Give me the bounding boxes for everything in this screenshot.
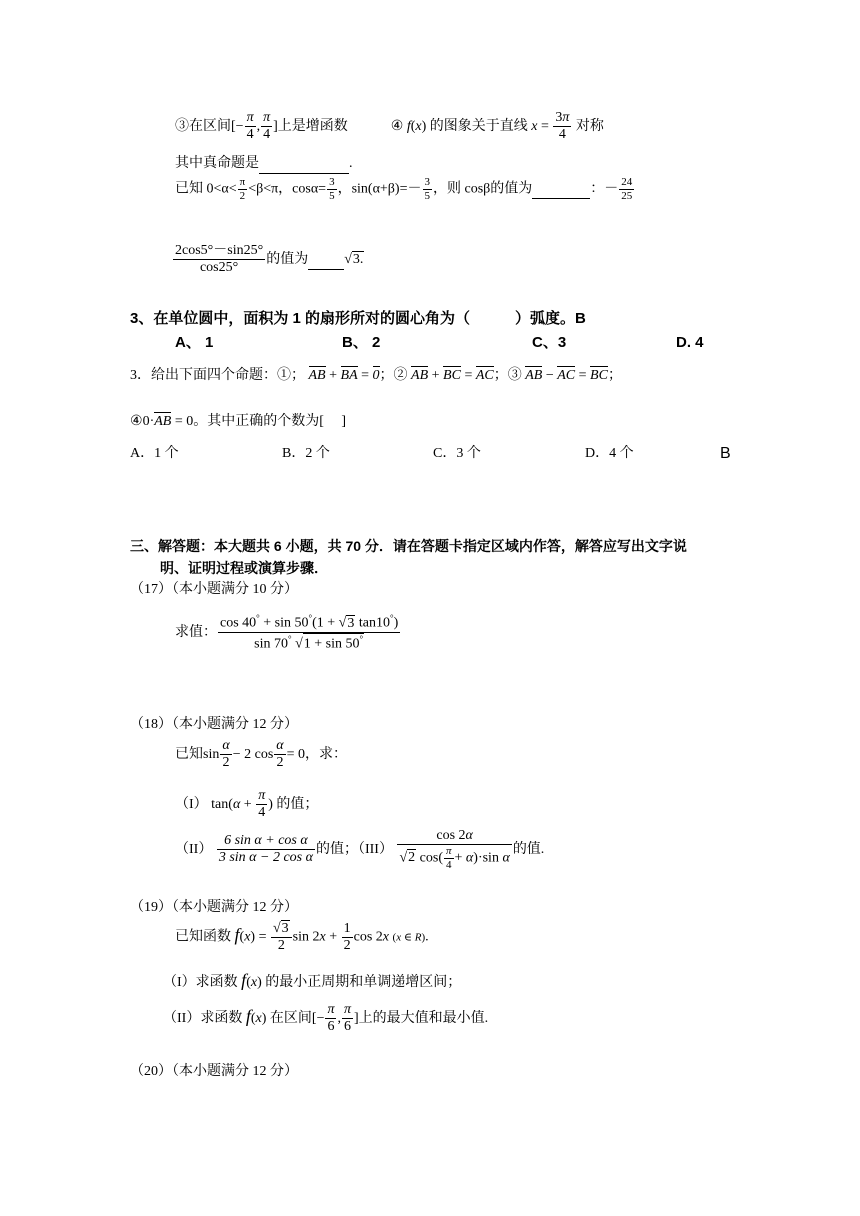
proposition-3-4-line: ③在区间[− $\frac{\pi}{4}$ , $\frac{\pi}{4}$ ]上是增函数 ④ f(x) 的图象关于直线 x = $\frac{3\pi}{4}$ 对称	[175, 110, 604, 143]
answer-blank[interactable]	[532, 181, 590, 199]
q19-header: （19）（本小题满分 12 分）	[130, 900, 298, 915]
q18-header: （18）（本小题满分 12 分）	[130, 717, 298, 732]
q18-given: 已知sin $\frac{\alpha}{2}$ − 2 cos $\frac{\alpha}{2}$ = 0，求：	[175, 738, 348, 771]
cos5-problem: $\frac{2\cos 5^\circ-\sin 25^\circ}{\cos 25^\circ}$ 的值为 √3.	[175, 243, 364, 276]
q18-part-2-3: （II） $\frac{\text{6 sin α + cos α}}{\text{3 sin α − 2 cos α}}$ 的值；（III） cos 2α √2 cos( $\frac{\pi}{4}$ + α)·sin α 的值.	[175, 828, 545, 871]
expr-denominator: cos25°	[199, 260, 239, 276]
answer-denominator: 25	[621, 189, 633, 202]
q20-header: （20）（本小题满分 12 分）	[130, 1064, 298, 1079]
q19-part-2: （II）求函数 f(x) 在区间[− $\frac{\pi}{6}$ , $\frac{\pi}{6}$ ]上的最大值和最小值.	[163, 1002, 489, 1035]
prop4-text: 的图象关于直线	[429, 118, 528, 134]
answer-blank[interactable]	[259, 156, 349, 174]
true-propositions-line: 其中真命题是 .	[175, 156, 353, 174]
mc3-option-b[interactable]: B、 2	[342, 334, 381, 351]
answer-sqrt3: 3.	[352, 251, 364, 267]
q19-part-1: （I）求函数 f(x) 的最小正周期和单调递增区间；	[163, 970, 462, 990]
fx-symbol: f	[406, 118, 411, 134]
cos-beta-problem: 已知 0<α< $\frac{\pi}{2}$ <β<π，cosα= $\frac{3}{5}$ ，sin(α+β)=－ $\frac{3}{5}$ ，则 cosβ的值为 ：－ $\frac{24}{25}$	[175, 176, 633, 202]
prop3-text: ③在区间	[175, 118, 231, 134]
prop4-mark: ④	[390, 118, 404, 134]
mc3b-proposition-4: ④0·AB = 0。其中正确的个数为[ ]	[130, 414, 347, 429]
mc3-option-c[interactable]: C、3	[532, 334, 567, 351]
mc3-option-d[interactable]: D. 4	[676, 334, 704, 351]
section-3-title-cont: 明、证明过程或演算步骤．	[160, 560, 328, 576]
q18-part-1: （I） tan(α + $\frac{\pi}{4}$ ) 的值；	[175, 788, 319, 821]
q17-expression: 求值： $\frac{\cos 40^\circ + \sin 50^\circ(1 + √3 \tan 10^\circ)}{\sin 70^\circ √1 + \sin 50^\circ}$	[175, 613, 399, 652]
answer-blank[interactable]	[308, 252, 344, 270]
interval: [− $\frac{\pi}{4}$ , $\frac{\pi}{4}$ ]	[231, 110, 278, 143]
mc3b-option-a[interactable]: A．1 个	[130, 446, 179, 461]
mc3b-propositions: 3．给出下面四个命题：①； AB + BA = 0；② AB + BC = AC；③ AB − AC = BC；	[130, 368, 622, 383]
q19-given: 已知函数 f(x) = $\frac{√3}{2}$ sin 2x + $\frac{1}{2}$ cos 2x (x ∈ R).	[175, 920, 429, 954]
mc3-question: 3、在单位圆中，面积为 1 的扇形所对的圆心角为（ ）弧度。B	[130, 310, 586, 327]
mc3-option-a[interactable]: A、 1	[175, 334, 214, 351]
mc3b-option-b[interactable]: B．2 个	[282, 446, 330, 461]
mc3b-answer: B	[720, 445, 731, 462]
mc3b-option-d[interactable]: D．4 个	[585, 446, 634, 461]
prop4-tail: 对称	[575, 118, 604, 134]
answer-numerator: 24	[621, 176, 633, 188]
section-3-title: 三、解答题：本大题共 6 小题，共 70 分．请在答题卡指定区域内作答，解答应写出文字说	[130, 538, 687, 554]
q17-header: （17）（本小题满分 10 分）	[130, 582, 298, 597]
expr-numerator: 2cos5°－sin25°	[173, 243, 265, 260]
mc3b-option-c[interactable]: C．3 个	[433, 446, 481, 461]
prop3-tail: 上是增函数	[277, 118, 348, 134]
